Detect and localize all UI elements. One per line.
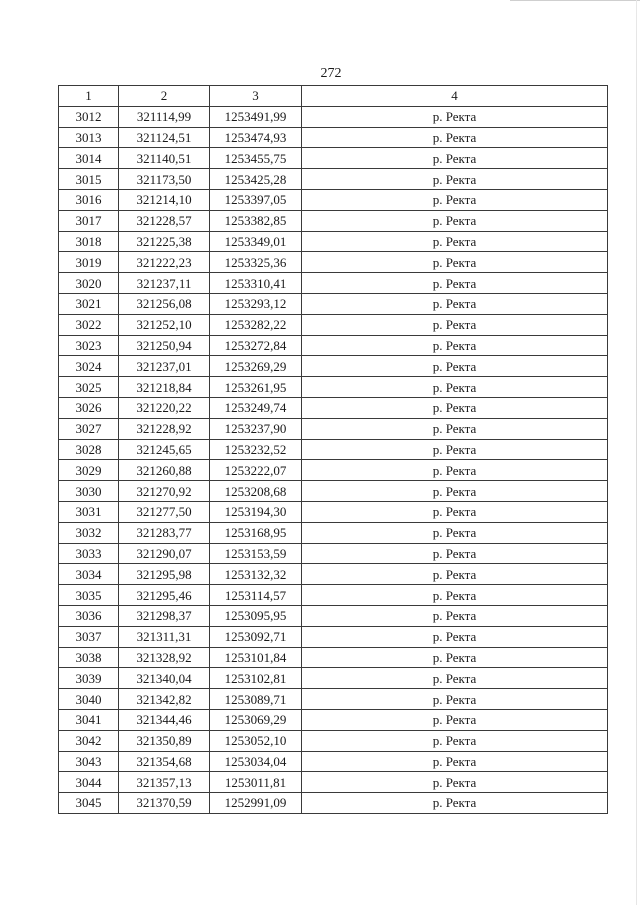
cell-point-number: 3033	[59, 543, 119, 564]
cell-x-coordinate: 321245,65	[119, 439, 210, 460]
table-row	[59, 543, 608, 564]
cell-x-coordinate: 321225,38	[119, 231, 210, 252]
table-row	[59, 668, 608, 689]
table-row	[59, 252, 608, 273]
cell-description: р. Ректа	[302, 501, 608, 522]
cell-point-number: 3039	[59, 668, 119, 689]
cell-x-coordinate: 321214,10	[119, 189, 210, 210]
table-row	[59, 231, 608, 252]
table-row	[59, 689, 608, 710]
cell-point-number: 3023	[59, 335, 119, 356]
table-row	[59, 605, 608, 626]
cell-point-number: 3020	[59, 273, 119, 294]
table-row	[59, 127, 608, 148]
cell-y-coordinate: 1252991,09	[210, 793, 302, 814]
cell-description: р. Ректа	[302, 793, 608, 814]
table-row	[59, 189, 608, 210]
cell-point-number: 3014	[59, 148, 119, 169]
cell-description: р. Ректа	[302, 189, 608, 210]
table-row	[59, 772, 608, 793]
cell-description: р. Ректа	[302, 564, 608, 585]
cell-point-number: 3036	[59, 605, 119, 626]
cell-y-coordinate: 1253011,81	[210, 772, 302, 793]
cell-point-number: 3024	[59, 356, 119, 377]
cell-y-coordinate: 1253249,74	[210, 397, 302, 418]
cell-y-coordinate: 1253237,90	[210, 418, 302, 439]
cell-point-number: 3037	[59, 626, 119, 647]
table-row	[59, 293, 608, 314]
table-row	[59, 314, 608, 335]
cell-x-coordinate: 321222,23	[119, 252, 210, 273]
cell-y-coordinate: 1253194,30	[210, 501, 302, 522]
cell-point-number: 3030	[59, 481, 119, 502]
cell-y-coordinate: 1253269,29	[210, 356, 302, 377]
cell-point-number: 3041	[59, 709, 119, 730]
table-row	[59, 106, 608, 127]
cell-y-coordinate: 1253310,41	[210, 273, 302, 294]
cell-y-coordinate: 1253232,52	[210, 439, 302, 460]
cell-y-coordinate: 1253349,01	[210, 231, 302, 252]
cell-y-coordinate: 1253425,28	[210, 169, 302, 190]
cell-y-coordinate: 1253168,95	[210, 522, 302, 543]
cell-y-coordinate: 1253261,95	[210, 377, 302, 398]
cell-description: р. Ректа	[302, 231, 608, 252]
cell-x-coordinate: 321357,13	[119, 772, 210, 793]
cell-description: р. Ректа	[302, 127, 608, 148]
cell-point-number: 3043	[59, 751, 119, 772]
cell-x-coordinate: 321256,08	[119, 293, 210, 314]
table-row	[59, 418, 608, 439]
cell-x-coordinate: 321228,92	[119, 418, 210, 439]
cell-point-number: 3040	[59, 689, 119, 710]
cell-x-coordinate: 321290,07	[119, 543, 210, 564]
cell-description: р. Ректа	[302, 439, 608, 460]
cell-x-coordinate: 321250,94	[119, 335, 210, 356]
table-row	[59, 210, 608, 231]
cell-description: р. Ректа	[302, 314, 608, 335]
cell-description: р. Ректа	[302, 585, 608, 606]
cell-description: р. Ректа	[302, 605, 608, 626]
cell-point-number: 3045	[59, 793, 119, 814]
cell-description: р. Ректа	[302, 397, 608, 418]
cell-description: р. Ректа	[302, 751, 608, 772]
coordinates-table	[58, 85, 608, 814]
cell-y-coordinate: 1253101,84	[210, 647, 302, 668]
table-row	[59, 148, 608, 169]
cell-x-coordinate: 321295,46	[119, 585, 210, 606]
cell-description: р. Ректа	[302, 543, 608, 564]
cell-x-coordinate: 321140,51	[119, 148, 210, 169]
cell-y-coordinate: 1253092,71	[210, 626, 302, 647]
cell-x-coordinate: 321370,59	[119, 793, 210, 814]
table-body	[59, 106, 608, 813]
cell-point-number: 3012	[59, 106, 119, 127]
cell-x-coordinate: 321237,01	[119, 356, 210, 377]
column-header-x: 2	[119, 86, 210, 107]
scan-edge-top	[510, 0, 640, 1]
cell-y-coordinate: 1253282,22	[210, 314, 302, 335]
cell-description: р. Ректа	[302, 106, 608, 127]
cell-x-coordinate: 321350,89	[119, 730, 210, 751]
cell-y-coordinate: 1253325,36	[210, 252, 302, 273]
cell-x-coordinate: 321295,98	[119, 564, 210, 585]
cell-x-coordinate: 321237,11	[119, 273, 210, 294]
cell-x-coordinate: 321328,92	[119, 647, 210, 668]
cell-x-coordinate: 321220,22	[119, 397, 210, 418]
cell-description: р. Ректа	[302, 252, 608, 273]
cell-point-number: 3025	[59, 377, 119, 398]
table-row	[59, 481, 608, 502]
cell-x-coordinate: 321260,88	[119, 460, 210, 481]
cell-y-coordinate: 1253114,57	[210, 585, 302, 606]
cell-x-coordinate: 321277,50	[119, 501, 210, 522]
cell-description: р. Ректа	[302, 418, 608, 439]
page-number: 272	[320, 66, 342, 81]
cell-point-number: 3031	[59, 501, 119, 522]
cell-x-coordinate: 321228,57	[119, 210, 210, 231]
cell-description: р. Ректа	[302, 772, 608, 793]
cell-description: р. Ректа	[302, 647, 608, 668]
cell-y-coordinate: 1253222,07	[210, 460, 302, 481]
cell-point-number: 3026	[59, 397, 119, 418]
cell-y-coordinate: 1253272,84	[210, 335, 302, 356]
cell-y-coordinate: 1253052,10	[210, 730, 302, 751]
table-row	[59, 501, 608, 522]
table-row	[59, 793, 608, 814]
cell-y-coordinate: 1253474,93	[210, 127, 302, 148]
cell-point-number: 3035	[59, 585, 119, 606]
table-row	[59, 647, 608, 668]
cell-y-coordinate: 1253208,68	[210, 481, 302, 502]
cell-point-number: 3028	[59, 439, 119, 460]
cell-y-coordinate: 1253034,04	[210, 751, 302, 772]
cell-point-number: 3044	[59, 772, 119, 793]
cell-point-number: 3017	[59, 210, 119, 231]
cell-description: р. Ректа	[302, 668, 608, 689]
table-row	[59, 397, 608, 418]
cell-point-number: 3019	[59, 252, 119, 273]
cell-point-number: 3022	[59, 314, 119, 335]
table-row	[59, 585, 608, 606]
cell-x-coordinate: 321342,82	[119, 689, 210, 710]
table-row	[59, 522, 608, 543]
cell-description: р. Ректа	[302, 356, 608, 377]
cell-x-coordinate: 321298,37	[119, 605, 210, 626]
cell-y-coordinate: 1253089,71	[210, 689, 302, 710]
cell-description: р. Ректа	[302, 335, 608, 356]
column-header-description: 4	[302, 86, 608, 107]
cell-y-coordinate: 1253069,29	[210, 709, 302, 730]
table-row	[59, 751, 608, 772]
cell-y-coordinate: 1253455,75	[210, 148, 302, 169]
table-row	[59, 335, 608, 356]
cell-description: р. Ректа	[302, 481, 608, 502]
cell-y-coordinate: 1253382,85	[210, 210, 302, 231]
cell-y-coordinate: 1253132,32	[210, 564, 302, 585]
cell-y-coordinate: 1253491,99	[210, 106, 302, 127]
table-row	[59, 377, 608, 398]
cell-description: р. Ректа	[302, 210, 608, 231]
cell-description: р. Ректа	[302, 460, 608, 481]
cell-x-coordinate: 321283,77	[119, 522, 210, 543]
cell-x-coordinate: 321354,68	[119, 751, 210, 772]
table-row	[59, 626, 608, 647]
cell-point-number: 3038	[59, 647, 119, 668]
cell-description: р. Ректа	[302, 709, 608, 730]
table-row	[59, 169, 608, 190]
cell-description: р. Ректа	[302, 293, 608, 314]
cell-point-number: 3042	[59, 730, 119, 751]
table-row	[59, 730, 608, 751]
cell-x-coordinate: 321252,10	[119, 314, 210, 335]
cell-point-number: 3029	[59, 460, 119, 481]
cell-y-coordinate: 1253397,05	[210, 189, 302, 210]
table-header-row	[59, 86, 608, 107]
cell-x-coordinate: 321114,99	[119, 106, 210, 127]
cell-x-coordinate: 321311,31	[119, 626, 210, 647]
cell-x-coordinate: 321344,46	[119, 709, 210, 730]
cell-y-coordinate: 1253153,59	[210, 543, 302, 564]
cell-point-number: 3013	[59, 127, 119, 148]
cell-point-number: 3021	[59, 293, 119, 314]
table-row	[59, 460, 608, 481]
cell-point-number: 3027	[59, 418, 119, 439]
cell-description: р. Ректа	[302, 273, 608, 294]
cell-y-coordinate: 1253102,81	[210, 668, 302, 689]
cell-description: р. Ректа	[302, 522, 608, 543]
cell-x-coordinate: 321173,50	[119, 169, 210, 190]
column-header-number: 1	[59, 86, 119, 107]
cell-description: р. Ректа	[302, 730, 608, 751]
cell-point-number: 3032	[59, 522, 119, 543]
cell-x-coordinate: 321270,92	[119, 481, 210, 502]
cell-description: р. Ректа	[302, 377, 608, 398]
cell-description: р. Ректа	[302, 148, 608, 169]
cell-description: р. Ректа	[302, 626, 608, 647]
table-row	[59, 273, 608, 294]
scan-edge-right	[636, 0, 637, 905]
cell-x-coordinate: 321340,04	[119, 668, 210, 689]
cell-x-coordinate: 321124,51	[119, 127, 210, 148]
cell-x-coordinate: 321218,84	[119, 377, 210, 398]
table-row	[59, 564, 608, 585]
table-row	[59, 439, 608, 460]
column-header-y: 3	[210, 86, 302, 107]
table-row	[59, 356, 608, 377]
table-row	[59, 709, 608, 730]
cell-y-coordinate: 1253293,12	[210, 293, 302, 314]
cell-point-number: 3016	[59, 189, 119, 210]
cell-y-coordinate: 1253095,95	[210, 605, 302, 626]
cell-point-number: 3015	[59, 169, 119, 190]
cell-description: р. Ректа	[302, 169, 608, 190]
cell-description: р. Ректа	[302, 689, 608, 710]
cell-point-number: 3034	[59, 564, 119, 585]
cell-point-number: 3018	[59, 231, 119, 252]
